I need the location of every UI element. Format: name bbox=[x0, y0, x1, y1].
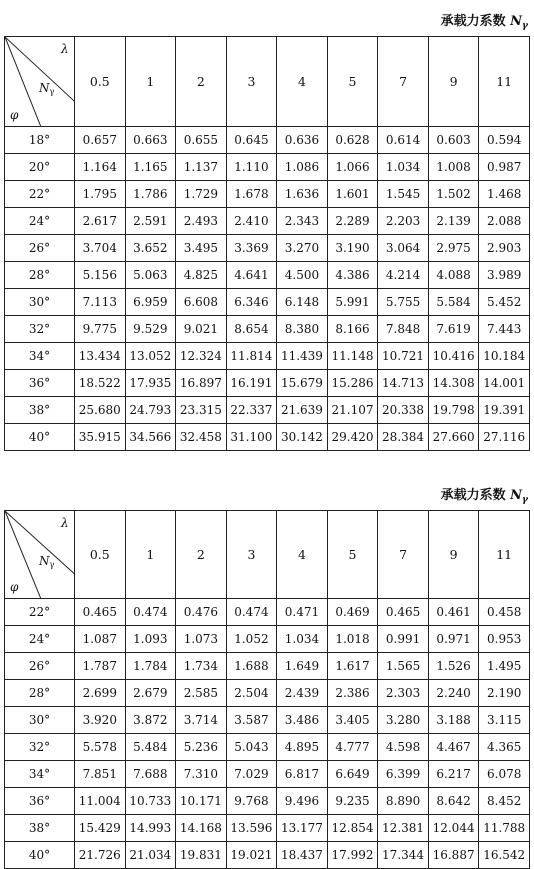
coefficient-cell: 12.854 bbox=[327, 815, 378, 842]
coefficient-cell: 17.935 bbox=[125, 370, 176, 397]
coefficient-cell: 8.452 bbox=[479, 788, 530, 815]
coefficient-cell: 25.680 bbox=[75, 397, 126, 424]
coefficient-cell: 3.714 bbox=[176, 707, 227, 734]
coefficient-cell: 9.775 bbox=[75, 316, 126, 343]
coefficient-cell: 13.596 bbox=[226, 815, 277, 842]
coefficient-cell: 6.959 bbox=[125, 289, 176, 316]
coefficient-cell: 2.343 bbox=[277, 208, 328, 235]
coefficient-cell: 5.578 bbox=[75, 734, 126, 761]
coefficient-cell: 5.043 bbox=[226, 734, 277, 761]
coefficient-cell: 9.021 bbox=[176, 316, 227, 343]
coefficient-cell: 1.018 bbox=[327, 626, 378, 653]
coefficient-cell: 5.755 bbox=[378, 289, 429, 316]
coefficient-cell: 6.608 bbox=[176, 289, 227, 316]
coefficient-cell: 35.915 bbox=[75, 424, 126, 451]
caption-text: 承载力系数 bbox=[440, 14, 506, 29]
coefficient-cell: 3.190 bbox=[327, 235, 378, 262]
coefficient-cell: 4.598 bbox=[378, 734, 429, 761]
coefficient-cell: 8.654 bbox=[226, 316, 277, 343]
coefficient-cell: 7.848 bbox=[378, 316, 429, 343]
coefficient-cell: 2.903 bbox=[479, 235, 530, 262]
coefficient-cell: 3.872 bbox=[125, 707, 176, 734]
coefficient-cell: 7.113 bbox=[75, 289, 126, 316]
coefficient-cell: 0.663 bbox=[125, 127, 176, 154]
phi-row-header: 34° bbox=[5, 343, 75, 370]
coefficient-cell: 31.100 bbox=[226, 424, 277, 451]
coefficient-cell: 17.992 bbox=[327, 842, 378, 869]
corner-header-cell bbox=[5, 37, 75, 127]
table-row bbox=[5, 154, 530, 181]
coefficient-cell: 17.344 bbox=[378, 842, 429, 869]
coefficient-cell: 13.434 bbox=[75, 343, 126, 370]
coefficient-cell: 3.486 bbox=[277, 707, 328, 734]
coefficient-cell: 21.726 bbox=[75, 842, 126, 869]
coefficient-table-1 bbox=[4, 36, 530, 451]
lambda-column-header: 5 bbox=[327, 511, 378, 599]
caption-text: 承载力系数 bbox=[440, 488, 506, 503]
coefficient-cell: 1.795 bbox=[75, 181, 126, 208]
coefficient-cell: 1.093 bbox=[125, 626, 176, 653]
table-row bbox=[5, 626, 530, 653]
coefficient-cell: 6.649 bbox=[327, 761, 378, 788]
table-row bbox=[5, 181, 530, 208]
coefficient-cell: 0.474 bbox=[125, 599, 176, 626]
coefficient-cell: 1.052 bbox=[226, 626, 277, 653]
coefficient-cell: 4.365 bbox=[479, 734, 530, 761]
coefficient-cell: 0.991 bbox=[378, 626, 429, 653]
table-row bbox=[5, 424, 530, 451]
coefficient-cell: 4.088 bbox=[428, 262, 479, 289]
coefficient-cell: 2.439 bbox=[277, 680, 328, 707]
phi-row-header: 22° bbox=[5, 181, 75, 208]
coefficient-cell: 0.603 bbox=[428, 127, 479, 154]
coefficient-cell: 1.086 bbox=[277, 154, 328, 181]
coefficient-cell: 6.817 bbox=[277, 761, 328, 788]
table-row bbox=[5, 734, 530, 761]
table-row bbox=[5, 289, 530, 316]
coefficient-cell: 14.993 bbox=[125, 815, 176, 842]
coefficient-cell: 1.786 bbox=[125, 181, 176, 208]
lambda-label: λ bbox=[61, 42, 69, 56]
coefficient-cell: 2.190 bbox=[479, 680, 530, 707]
lambda-label: λ bbox=[61, 516, 69, 530]
phi-row-header: 32° bbox=[5, 316, 75, 343]
caption-subscript: γ bbox=[522, 21, 528, 31]
coefficient-cell: 19.021 bbox=[226, 842, 277, 869]
coefficient-cell: 1.649 bbox=[277, 653, 328, 680]
coefficient-cell: 7.851 bbox=[75, 761, 126, 788]
coefficient-cell: 3.064 bbox=[378, 235, 429, 262]
coefficient-cell: 34.566 bbox=[125, 424, 176, 451]
coefficient-cell: 0.594 bbox=[479, 127, 530, 154]
coefficient-cell: 1.678 bbox=[226, 181, 277, 208]
coefficient-cell: 10.171 bbox=[176, 788, 227, 815]
coefficient-cell: 0.971 bbox=[428, 626, 479, 653]
phi-row-header: 30° bbox=[5, 289, 75, 316]
coefficient-cell: 1.636 bbox=[277, 181, 328, 208]
phi-row-header: 26° bbox=[5, 235, 75, 262]
coefficient-cell: 16.542 bbox=[479, 842, 530, 869]
phi-row-header: 34° bbox=[5, 761, 75, 788]
coefficient-cell: 11.004 bbox=[75, 788, 126, 815]
coefficient-cell: 14.713 bbox=[378, 370, 429, 397]
coefficient-cell: 1.137 bbox=[176, 154, 227, 181]
lambda-column-header: 4 bbox=[277, 37, 328, 127]
coefficient-cell: 9.529 bbox=[125, 316, 176, 343]
coefficient-cell: 9.235 bbox=[327, 788, 378, 815]
coefficient-cell: 0.645 bbox=[226, 127, 277, 154]
coefficient-cell: 15.679 bbox=[277, 370, 328, 397]
coefficient-cell: 7.619 bbox=[428, 316, 479, 343]
coefficient-cell: 23.315 bbox=[176, 397, 227, 424]
coefficient-cell: 0.474 bbox=[226, 599, 277, 626]
coefficient-cell: 1.601 bbox=[327, 181, 378, 208]
coefficient-cell: 2.386 bbox=[327, 680, 378, 707]
coefficient-cell: 6.399 bbox=[378, 761, 429, 788]
coefficient-cell: 1.164 bbox=[75, 154, 126, 181]
coefficient-cell: 14.168 bbox=[176, 815, 227, 842]
coefficient-cell: 9.768 bbox=[226, 788, 277, 815]
table-row bbox=[5, 343, 530, 370]
phi-row-header: 32° bbox=[5, 734, 75, 761]
table-row bbox=[5, 788, 530, 815]
coefficient-cell: 6.148 bbox=[277, 289, 328, 316]
coefficient-cell: 2.493 bbox=[176, 208, 227, 235]
coefficient-cell: 10.416 bbox=[428, 343, 479, 370]
coefficient-cell: 6.217 bbox=[428, 761, 479, 788]
coefficient-cell: 1.468 bbox=[479, 181, 530, 208]
coefficient-cell: 32.458 bbox=[176, 424, 227, 451]
coefficient-cell: 3.115 bbox=[479, 707, 530, 734]
phi-row-header: 36° bbox=[5, 788, 75, 815]
table-row bbox=[5, 653, 530, 680]
table-row bbox=[5, 397, 530, 424]
coefficient-cell: 7.310 bbox=[176, 761, 227, 788]
coefficient-cell: 15.429 bbox=[75, 815, 126, 842]
phi-label: φ bbox=[10, 580, 19, 594]
coefficient-cell: 21.107 bbox=[327, 397, 378, 424]
coefficient-cell: 19.831 bbox=[176, 842, 227, 869]
coefficient-cell: 15.286 bbox=[327, 370, 378, 397]
coefficient-cell: 3.280 bbox=[378, 707, 429, 734]
lambda-column-header: 4 bbox=[277, 511, 328, 599]
coefficient-cell: 1.545 bbox=[378, 181, 429, 208]
coefficient-cell: 2.088 bbox=[479, 208, 530, 235]
coefficient-cell: 2.303 bbox=[378, 680, 429, 707]
coefficient-cell: 8.642 bbox=[428, 788, 479, 815]
coefficient-cell: 3.989 bbox=[479, 262, 530, 289]
coefficient-cell: 7.688 bbox=[125, 761, 176, 788]
coefficient-cell: 24.793 bbox=[125, 397, 176, 424]
coefficient-cell: 1.784 bbox=[125, 653, 176, 680]
coefficient-cell: 7.029 bbox=[226, 761, 277, 788]
coefficient-cell: 12.381 bbox=[378, 815, 429, 842]
coefficient-cell: 4.641 bbox=[226, 262, 277, 289]
coefficient-cell: 11.439 bbox=[277, 343, 328, 370]
coefficient-cell: 2.240 bbox=[428, 680, 479, 707]
coefficient-table-2 bbox=[4, 510, 530, 869]
coefficient-cell: 3.920 bbox=[75, 707, 126, 734]
coefficient-cell: 14.308 bbox=[428, 370, 479, 397]
coefficient-cell: 27.660 bbox=[428, 424, 479, 451]
phi-row-header: 28° bbox=[5, 262, 75, 289]
lambda-column-header: 3 bbox=[226, 37, 277, 127]
coefficient-cell: 3.587 bbox=[226, 707, 277, 734]
coefficient-cell: 8.890 bbox=[378, 788, 429, 815]
table-row bbox=[5, 316, 530, 343]
coefficient-cell: 1.034 bbox=[277, 626, 328, 653]
coefficient-cell: 2.975 bbox=[428, 235, 479, 262]
coefficient-cell: 11.814 bbox=[226, 343, 277, 370]
phi-row-header: 22° bbox=[5, 599, 75, 626]
coefficient-cell: 9.496 bbox=[277, 788, 328, 815]
coefficient-cell: 1.688 bbox=[226, 653, 277, 680]
lambda-column-header: 0.5 bbox=[75, 37, 126, 127]
coefficient-cell: 2.203 bbox=[378, 208, 429, 235]
coefficient-cell: 0.465 bbox=[378, 599, 429, 626]
coefficient-cell: 3.405 bbox=[327, 707, 378, 734]
coefficient-cell: 6.346 bbox=[226, 289, 277, 316]
table-row bbox=[5, 235, 530, 262]
corner-header-cell bbox=[5, 511, 75, 599]
coefficient-cell: 4.500 bbox=[277, 262, 328, 289]
coefficient-cell: 2.617 bbox=[75, 208, 126, 235]
coefficient-cell: 10.721 bbox=[378, 343, 429, 370]
table-row bbox=[5, 599, 530, 626]
coefficient-cell: 2.585 bbox=[176, 680, 227, 707]
phi-row-header: 24° bbox=[5, 626, 75, 653]
coefficient-cell: 1.617 bbox=[327, 653, 378, 680]
coefficient-cell: 20.338 bbox=[378, 397, 429, 424]
phi-row-header: 38° bbox=[5, 815, 75, 842]
coefficient-cell: 1.565 bbox=[378, 653, 429, 680]
phi-row-header: 38° bbox=[5, 397, 75, 424]
coefficient-cell: 3.704 bbox=[75, 235, 126, 262]
lambda-column-header: 11 bbox=[479, 37, 530, 127]
coefficient-cell: 11.788 bbox=[479, 815, 530, 842]
table-row bbox=[5, 680, 530, 707]
coefficient-cell: 0.471 bbox=[277, 599, 328, 626]
coefficient-cell: 3.495 bbox=[176, 235, 227, 262]
coefficient-cell: 5.991 bbox=[327, 289, 378, 316]
lambda-column-header: 1 bbox=[125, 511, 176, 599]
coefficient-cell: 4.777 bbox=[327, 734, 378, 761]
lambda-column-header: 0.5 bbox=[75, 511, 126, 599]
coefficient-cell: 1.729 bbox=[176, 181, 227, 208]
coefficient-cell: 5.236 bbox=[176, 734, 227, 761]
coefficient-cell: 18.437 bbox=[277, 842, 328, 869]
coefficient-cell: 1.087 bbox=[75, 626, 126, 653]
table-row bbox=[5, 761, 530, 788]
n-gamma-label: $N_\gamma$ bbox=[39, 81, 55, 96]
table-row bbox=[5, 208, 530, 235]
coefficient-cell: 3.652 bbox=[125, 235, 176, 262]
table-row bbox=[5, 262, 530, 289]
coefficient-cell: 22.337 bbox=[226, 397, 277, 424]
coefficient-cell: 1.008 bbox=[428, 154, 479, 181]
coefficient-cell: 12.044 bbox=[428, 815, 479, 842]
table-1-caption bbox=[441, 10, 528, 31]
coefficient-cell: 2.699 bbox=[75, 680, 126, 707]
coefficient-cell: 2.139 bbox=[428, 208, 479, 235]
coefficient-cell: 28.384 bbox=[378, 424, 429, 451]
coefficient-cell: 0.636 bbox=[277, 127, 328, 154]
coefficient-cell: 1.034 bbox=[378, 154, 429, 181]
coefficient-cell: 30.142 bbox=[277, 424, 328, 451]
coefficient-cell: 4.825 bbox=[176, 262, 227, 289]
coefficient-cell: 3.369 bbox=[226, 235, 277, 262]
coefficient-cell: 2.410 bbox=[226, 208, 277, 235]
coefficient-cell: 29.420 bbox=[327, 424, 378, 451]
coefficient-cell: 1.495 bbox=[479, 653, 530, 680]
coefficient-cell: 13.052 bbox=[125, 343, 176, 370]
n-gamma-label: $N_\gamma$ bbox=[39, 554, 55, 569]
coefficient-cell: 3.270 bbox=[277, 235, 328, 262]
phi-row-header: 18° bbox=[5, 127, 75, 154]
lambda-column-header: 11 bbox=[479, 511, 530, 599]
header-row bbox=[5, 37, 530, 127]
table-row bbox=[5, 127, 530, 154]
coefficient-cell: 2.289 bbox=[327, 208, 378, 235]
coefficient-cell: 1.787 bbox=[75, 653, 126, 680]
coefficient-cell: 5.452 bbox=[479, 289, 530, 316]
coefficient-cell: 1.734 bbox=[176, 653, 227, 680]
lambda-column-header: 1 bbox=[125, 37, 176, 127]
coefficient-cell: 2.591 bbox=[125, 208, 176, 235]
table-row bbox=[5, 707, 530, 734]
coefficient-cell: 10.184 bbox=[479, 343, 530, 370]
coefficient-cell: 12.324 bbox=[176, 343, 227, 370]
coefficient-cell: 14.001 bbox=[479, 370, 530, 397]
phi-row-header: 20° bbox=[5, 154, 75, 181]
coefficient-cell: 0.628 bbox=[327, 127, 378, 154]
coefficient-cell: 21.034 bbox=[125, 842, 176, 869]
lambda-column-header: 2 bbox=[176, 37, 227, 127]
lambda-column-header: 5 bbox=[327, 37, 378, 127]
coefficient-cell: 5.484 bbox=[125, 734, 176, 761]
lambda-column-header: 2 bbox=[176, 511, 227, 599]
coefficient-cell: 5.063 bbox=[125, 262, 176, 289]
coefficient-cell: 0.655 bbox=[176, 127, 227, 154]
coefficient-cell: 10.733 bbox=[125, 788, 176, 815]
phi-row-header: 36° bbox=[5, 370, 75, 397]
coefficient-cell: 5.156 bbox=[75, 262, 126, 289]
coefficient-cell: 13.177 bbox=[277, 815, 328, 842]
coefficient-cell: 0.469 bbox=[327, 599, 378, 626]
table-row bbox=[5, 842, 530, 869]
phi-row-header: 24° bbox=[5, 208, 75, 235]
coefficient-cell: 0.458 bbox=[479, 599, 530, 626]
coefficient-cell: 8.380 bbox=[277, 316, 328, 343]
coefficient-cell: 4.386 bbox=[327, 262, 378, 289]
coefficient-cell: 21.639 bbox=[277, 397, 328, 424]
caption-symbol: N bbox=[510, 488, 523, 503]
caption-subscript: γ bbox=[522, 495, 528, 505]
coefficient-cell: 6.078 bbox=[479, 761, 530, 788]
coefficient-cell: 4.467 bbox=[428, 734, 479, 761]
coefficient-cell: 19.391 bbox=[479, 397, 530, 424]
coefficient-cell: 1.066 bbox=[327, 154, 378, 181]
caption-symbol: N bbox=[510, 14, 523, 29]
coefficient-cell: 8.166 bbox=[327, 316, 378, 343]
coefficient-cell: 0.657 bbox=[75, 127, 126, 154]
coefficient-cell: 1.526 bbox=[428, 653, 479, 680]
coefficient-cell: 1.110 bbox=[226, 154, 277, 181]
phi-row-header: 40° bbox=[5, 424, 75, 451]
coefficient-cell: 2.679 bbox=[125, 680, 176, 707]
table-row bbox=[5, 370, 530, 397]
coefficient-cell: 5.584 bbox=[428, 289, 479, 316]
coefficient-cell: 1.502 bbox=[428, 181, 479, 208]
coefficient-cell: 27.116 bbox=[479, 424, 530, 451]
coefficient-cell: 0.465 bbox=[75, 599, 126, 626]
lambda-column-header: 3 bbox=[226, 511, 277, 599]
phi-row-header: 40° bbox=[5, 842, 75, 869]
coefficient-cell: 0.461 bbox=[428, 599, 479, 626]
coefficient-cell: 16.887 bbox=[428, 842, 479, 869]
coefficient-cell: 3.188 bbox=[428, 707, 479, 734]
table-row bbox=[5, 815, 530, 842]
lambda-column-header: 9 bbox=[428, 511, 479, 599]
lambda-column-header: 9 bbox=[428, 37, 479, 127]
phi-row-header: 28° bbox=[5, 680, 75, 707]
coefficient-cell: 19.798 bbox=[428, 397, 479, 424]
coefficient-cell: 11.148 bbox=[327, 343, 378, 370]
coefficient-cell: 7.443 bbox=[479, 316, 530, 343]
coefficient-cell: 0.953 bbox=[479, 626, 530, 653]
coefficient-cell: 18.522 bbox=[75, 370, 126, 397]
coefficient-cell: 0.987 bbox=[479, 154, 530, 181]
coefficient-cell: 16.897 bbox=[176, 370, 227, 397]
phi-row-header: 30° bbox=[5, 707, 75, 734]
coefficient-cell: 16.191 bbox=[226, 370, 277, 397]
header-row bbox=[5, 511, 530, 599]
coefficient-cell: 0.614 bbox=[378, 127, 429, 154]
phi-row-header: 26° bbox=[5, 653, 75, 680]
coefficient-cell: 2.504 bbox=[226, 680, 277, 707]
coefficient-cell: 1.073 bbox=[176, 626, 227, 653]
phi-label: φ bbox=[10, 108, 19, 122]
table-2-caption bbox=[441, 484, 528, 505]
lambda-column-header: 7 bbox=[378, 511, 429, 599]
coefficient-cell: 0.476 bbox=[176, 599, 227, 626]
coefficient-cell: 4.214 bbox=[378, 262, 429, 289]
coefficient-cell: 4.895 bbox=[277, 734, 328, 761]
lambda-column-header: 7 bbox=[378, 37, 429, 127]
coefficient-cell: 1.165 bbox=[125, 154, 176, 181]
